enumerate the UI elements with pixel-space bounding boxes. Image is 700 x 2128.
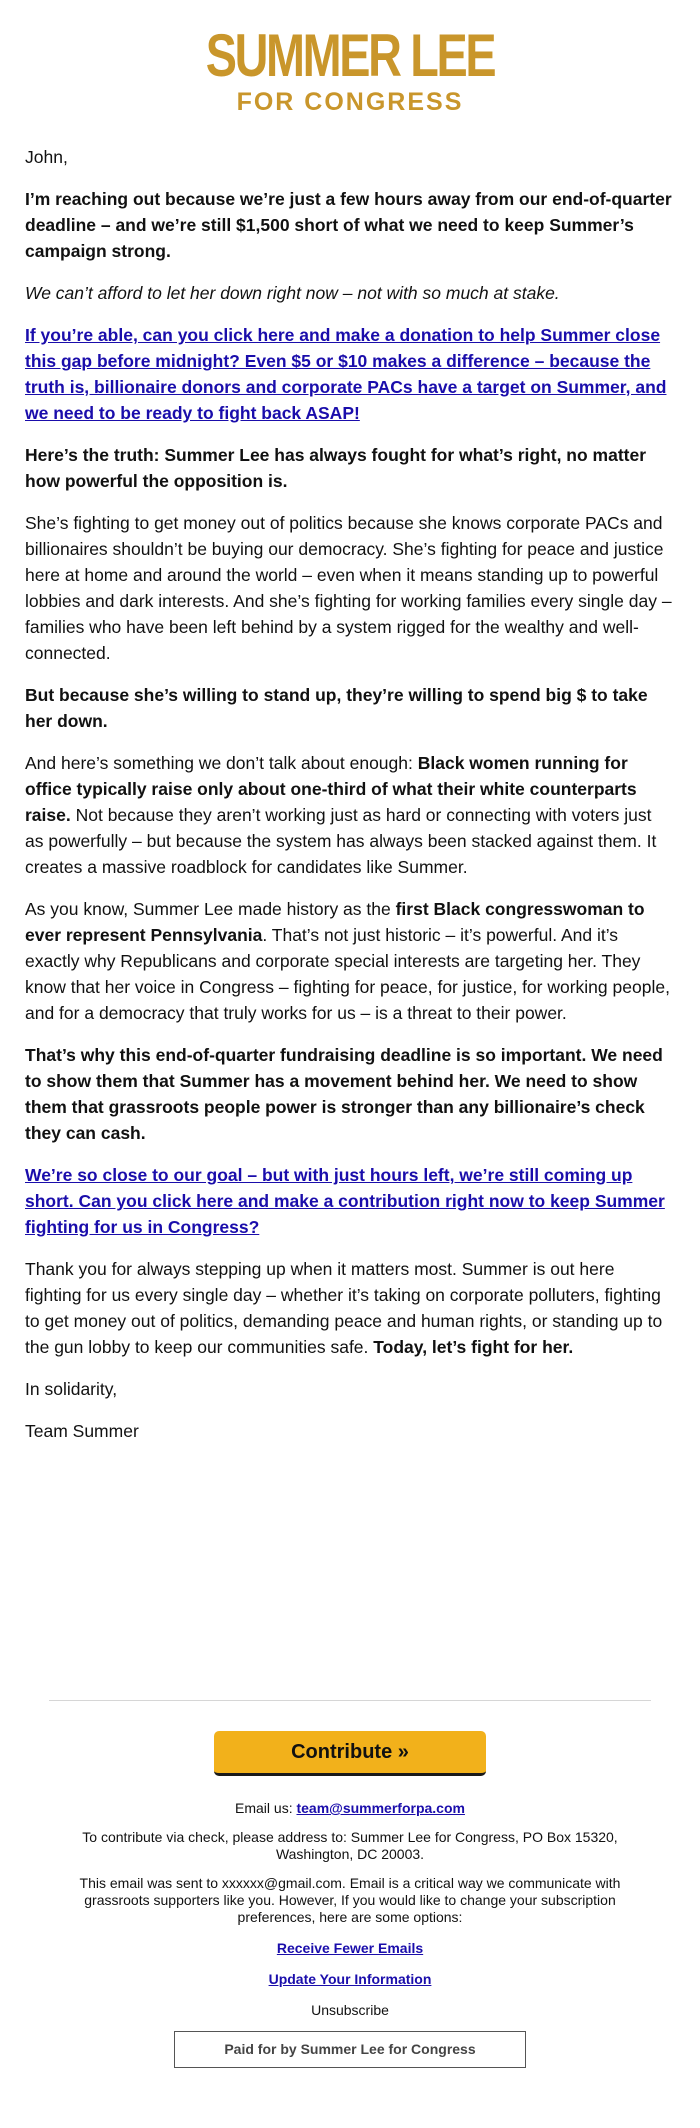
logo-name: SUMMER LEE	[205, 22, 495, 89]
paragraph-fighting: She’s fighting to get money out of politics because she knows corporate PACs and billionaires shouldn’t be buying our democracy. She’s fighting for peace and justice here at home and around the world – even when it means standing up to powerful lobbies and dark interests. And she’s fighting for working families every single day – families who have been left behind by a system rigged for the wealthy and well-connected.	[25, 513, 672, 663]
paragraph-spend-big: But because she’s willing to stand up, they’re willing to spend big $ to take her down.	[25, 685, 648, 731]
paragraph-thanks	[25, 1256, 673, 1360]
footer-notice: This email was sent to xxxxxx@gmail.com. Email is a critical way we communicate with grassroots supporters like you. However, If you would like to change your subscription preferences, here are some options:	[79, 1875, 621, 1925]
email-body	[25, 144, 673, 1460]
logo-subtitle: FOR CONGRESS	[236, 88, 464, 116]
email-footer	[0, 1700, 700, 2068]
donate-link-1[interactable]: If you’re able, can you click here and make a donation to help Summer close this gap before midnight? Even $5 or $10 makes a difference – because the truth is, billionaire donors and corporate PACs have a target on Summer, and we need to be ready to fight back ASAP!	[25, 325, 667, 423]
paragraph-history	[25, 896, 673, 1026]
paragraph-truth: Here’s the truth: Summer Lee has always fought for what’s right, no matter how powerful the opposition is.	[25, 445, 647, 491]
paragraph-black-women	[25, 750, 673, 880]
closing: In solidarity,	[25, 1379, 118, 1399]
footer-email-link[interactable]: team@summerforpa.com	[296, 1800, 465, 1816]
paragraph-deadline: I’m reaching out because we’re just a few hours away from our end-of-quarter deadline – and we’re still $1,500 short of what we need to keep Summer’s campaign strong.	[25, 189, 672, 261]
paragraph-history-intro: As you know, Summer Lee made history as the	[25, 899, 396, 919]
paragraph-history-highlight: first Black congresswoman to ever represent Pennsylvania	[25, 899, 645, 945]
footer-divider	[49, 1700, 651, 1701]
paragraph-history-rest: . That’s not just historic – it’s powerful. And it’s exactly why Republicans and corporate special interests are targeting her. They know that her voice in Congress – fighting for peace, for justice, for working people, and for a democracy that truly works for us – is a threat to their power.	[25, 925, 670, 1023]
paragraph-thanks-body: Thank you for always stepping up when it matters most. Summer is out here fighting for us every single day – whether it’s taking on corporate polluters, fighting to get money out of politics, demanding peace and human rights, or standing up to the gun lobby to keep our communities safe.	[25, 1259, 663, 1357]
donate-link-2[interactable]: We’re so close to our goal – but with just hours left, we’re still coming up short. Can you click here and make a contribution right now to keep Summer fighting for us in Congress?	[25, 1165, 665, 1237]
footer-check-info: To contribute via check, please address to: Summer Lee for Congress, PO Box 15320, Washington, DC 20003.	[82, 1829, 618, 1862]
greeting: John,	[25, 147, 68, 167]
paragraph-stakes: We can’t afford to let her down right now – not with so much at stake.	[25, 283, 560, 303]
footer-preference-links	[0, 1940, 700, 2019]
paragraph-thanks-cta: Today, let’s fight for her.	[373, 1337, 574, 1357]
paragraph-movement: That’s why this end-of-quarter fundraising deadline is so important. We need to show them that Summer has a movement behind her. We need to show them that grassroots people power is stronger than any billionaire’s check they can cash.	[25, 1045, 663, 1143]
campaign-logo	[0, 22, 700, 116]
signature: Team Summer	[25, 1421, 139, 1441]
paragraph-black-women-intro: And here’s something we don’t talk about enough:	[25, 753, 418, 773]
contribute-button[interactable]: Contribute »	[214, 1731, 486, 1776]
footer-email-label: Email us:	[235, 1800, 297, 1816]
footer-email-line	[0, 1800, 700, 1817]
receive-fewer-emails-link[interactable]: Receive Fewer Emails	[276, 1940, 424, 1956]
unsubscribe-link[interactable]: Unsubscribe	[311, 2002, 389, 2018]
paid-for-disclaimer: Paid for by Summer Lee for Congress	[174, 2031, 526, 2068]
paragraph-black-women-stat: Black women running for office typically raise only about one-third of what their white counterparts raise.	[25, 753, 637, 825]
paragraph-black-women-rest: Not because they aren’t working just as hard or connecting with voters just as powerfully – but because the system has always been stacked against them. It creates a massive roadblock for candidates like Summer.	[25, 805, 657, 877]
update-information-link[interactable]: Update Your Information	[268, 1971, 432, 1987]
